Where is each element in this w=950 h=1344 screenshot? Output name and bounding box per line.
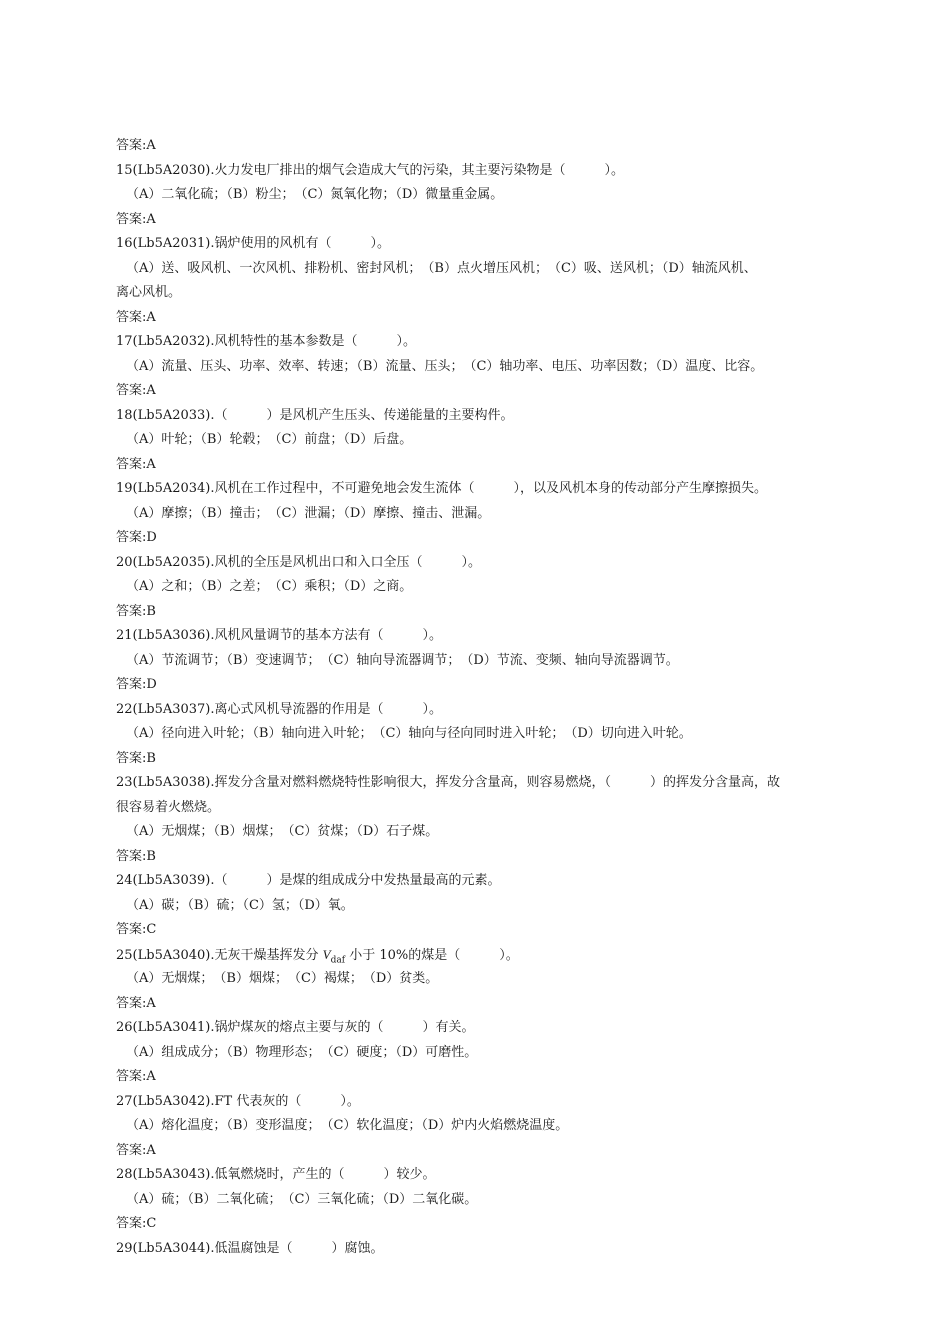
- answer-line: 答案:B: [116, 750, 156, 766]
- options-line: （A）硫；（B）二氧化硫； （C）三氧化硫；（D）二氧化碳。: [126, 1191, 478, 1207]
- answer-line: 答案:A: [116, 995, 156, 1011]
- options-line: （A）熔化温度；（B）变形温度； （C）软化温度；（D）炉内火焰燃烧温度。: [126, 1118, 569, 1133]
- question-line: 17(Lb5A2032).风机特性的基本参数是（ ）。: [116, 334, 417, 349]
- options-line: （A）碳；（B）硫；（C）氢；（D）氧。: [126, 897, 354, 913]
- question-line: 24(Lb5A3039).（ ）是煤的组成成分中发热量最高的元素。: [116, 873, 501, 888]
- options-line: （A）叶轮；（B）轮毂； （C）前盘；（D）后盘。: [126, 432, 413, 447]
- question-line: 15(Lb5A2030).火力发电厂排出的烟气会造成大气的污染，其主要污染物是（ ）。: [116, 162, 625, 178]
- answer-line: 答案:D: [116, 530, 157, 545]
- answer-line: 答案:A: [116, 1142, 156, 1158]
- question-list: [116, 134, 846, 1261]
- question-line: 22(Lb5A3037).离心式风机导流器的作用是（ ）。: [116, 701, 443, 717]
- question-line: 16(Lb5A2031).锅炉使用的风机有（ ）。: [116, 236, 391, 251]
- question-text: 25(Lb5A3040).无灰干燥基挥发分: [116, 947, 323, 963]
- options-line: （A）组成成分；（B）物理形态； （C）硬度；（D）可磨性。: [126, 1044, 478, 1060]
- options-line: （A）节流调节；（B）变速调节； （C）轴向导流器调节； （D）节流、变频、轴向导流器调节。: [126, 652, 679, 668]
- question-line: 29(Lb5A3044).低温腐蚀是（ ）腐蚀。: [116, 1240, 384, 1256]
- options-line: （A）径向进入叶轮；（B）轴向进入叶轮； （C）轴向与径向同时进入叶轮； （D）切向进入叶轮。: [126, 726, 692, 741]
- options-line: （A）无烟煤； （B）烟煤； （C）褐煤； （D）贫类。: [126, 971, 439, 986]
- answer-line: 答案:C: [116, 1216, 157, 1231]
- answer-line: 答案:A: [116, 383, 156, 398]
- answer-line: 答案:A: [116, 309, 156, 325]
- question-line: 27(Lb5A3042).FT 代表灰的（ ）。: [116, 1093, 360, 1109]
- answer-line: 答案:D: [116, 677, 157, 692]
- options-line: （A）无烟煤；（B）烟煤； （C）贫煤；（D）石子煤。: [126, 824, 439, 839]
- options-line: （A）摩擦；（B）撞击； （C）泄漏；（D）摩擦、撞击、泄漏。: [126, 505, 491, 521]
- question-line: 20(Lb5A2035).风机的全压是风机出口和入口全压（ ）。: [116, 554, 482, 570]
- question-text: 小于 10%的煤是（ ）。: [345, 947, 519, 963]
- answer-line: 答案:B: [116, 848, 156, 864]
- question-line: 19(Lb5A2034).风机在工作过程中，不可避免地会发生流体（ ），以及风机本身的传动部分产生摩擦损失。: [116, 481, 768, 496]
- answer-line: 答案:B: [116, 603, 156, 619]
- answer-line: 答案:A: [116, 456, 156, 472]
- answer-line: 答案:C: [116, 922, 157, 937]
- question-line: 28(Lb5A3043).低氧燃烧时，产生的（ ）较少。: [116, 1167, 436, 1182]
- question-line: 26(Lb5A3041).锅炉煤灰的熔点主要与灰的（ ）有关。: [116, 1020, 475, 1035]
- continuation-line: 很容易着火燃烧。: [116, 799, 221, 815]
- formula-subscript: daf: [330, 955, 346, 966]
- question-line: 21(Lb5A3036).风机风量调节的基本方法有（ ）。: [116, 628, 443, 643]
- answer-line: 答案:A: [116, 211, 156, 227]
- question-line: [116, 943, 846, 968]
- formula-symbol: V: [322, 946, 331, 962]
- continuation-line: 离心风机。: [116, 285, 182, 300]
- options-line: （A）之和；（B）之差； （C）乘积；（D）之商。: [126, 579, 413, 594]
- question-line: 18(Lb5A2033).（ ）是风机产生压头、传递能量的主要构件。: [116, 407, 514, 423]
- question-line: 23(Lb5A3038).挥发分含量对燃料燃烧特性影响很大，挥发分含量高，则容易燃烧，（ ）的挥发分含量高，故: [116, 775, 781, 790]
- options-line: （A）二氧化硫；（B）粉尘； （C）氮氧化物；（D）微量重金属。: [126, 187, 504, 202]
- options-line: （A）送、吸风机、一次风机、排粉机、密封风机； （B）点火增压风机； （C）吸、送风机；（D）轴流风机、: [126, 260, 757, 276]
- answer-line: 答案:A: [116, 1069, 156, 1084]
- answer-line: 答案:A: [116, 138, 156, 153]
- options-line: （A）流量、压头、功率、效率、转速；（B）流量、压头； （C）轴功率、电压、功率因数；（D）温度、比容。: [126, 358, 764, 374]
